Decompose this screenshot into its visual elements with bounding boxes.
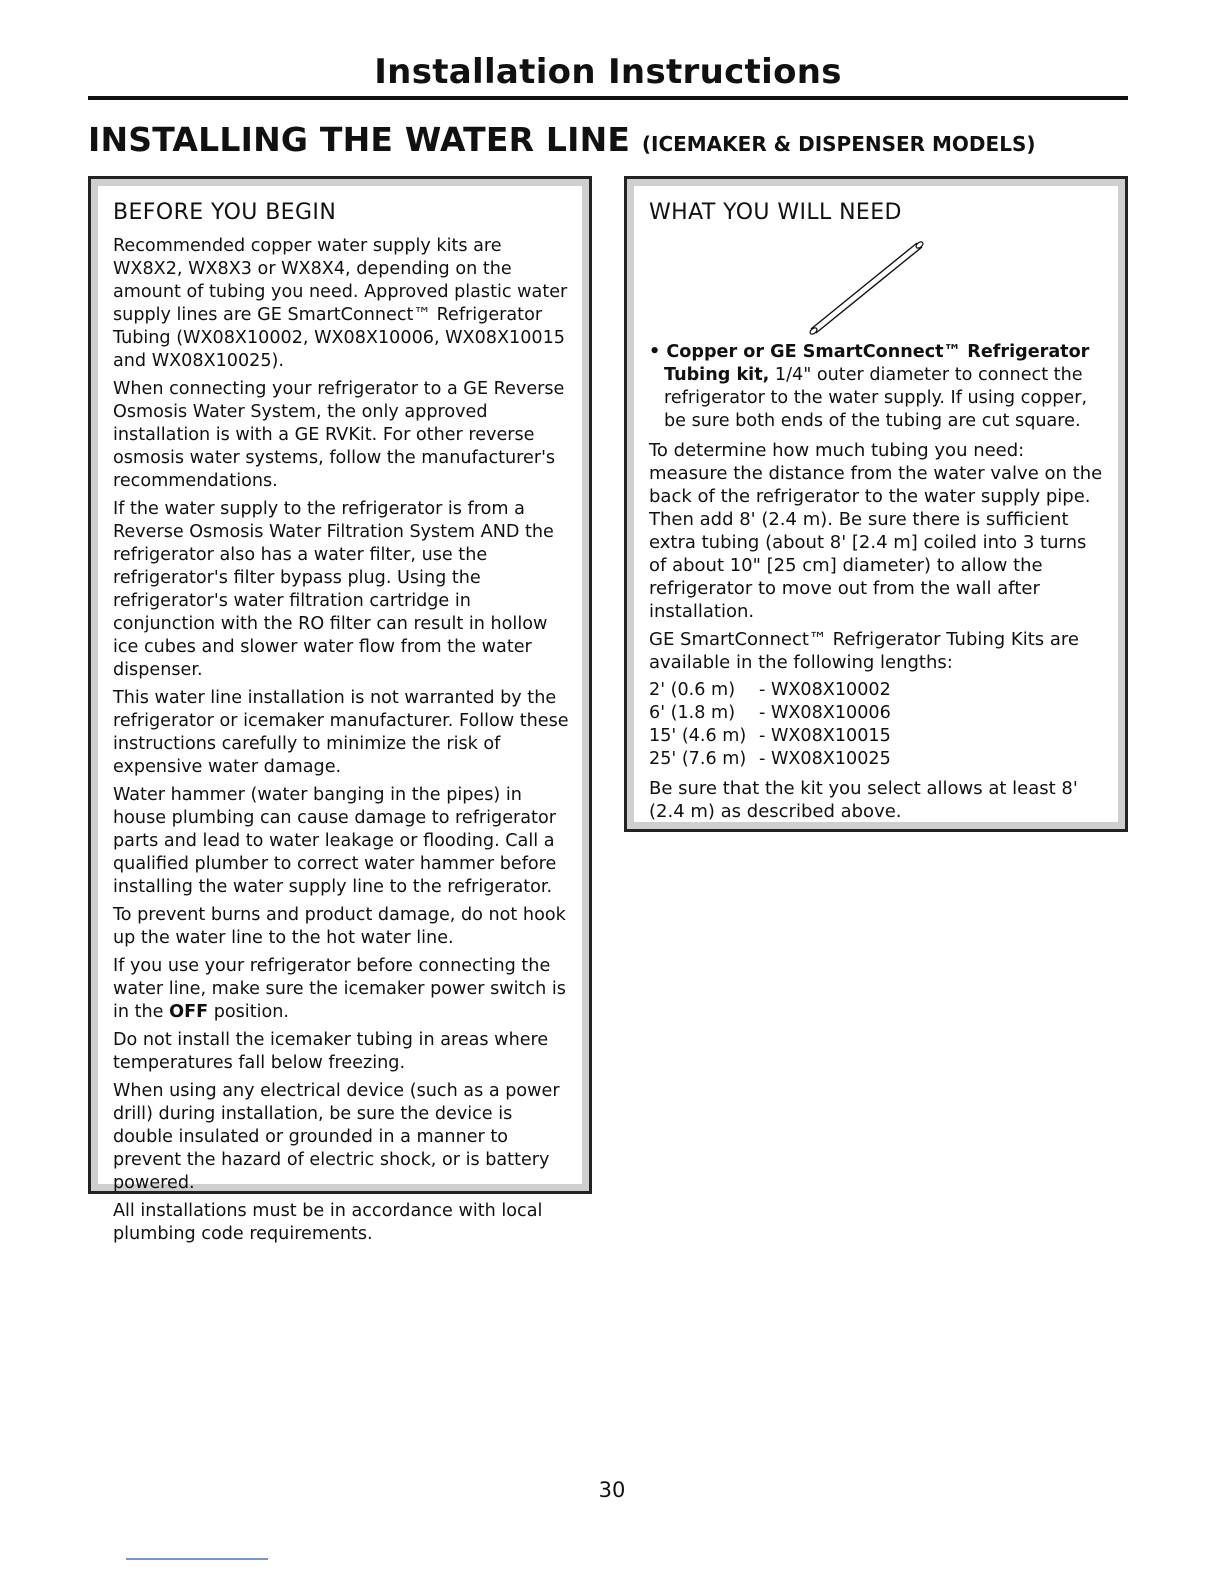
- tubing-kit-text: 1/4" outer diameter to connect the refrigerator to the water supply. If using copper, be sure both ends of the tubing are cut square.: [664, 365, 1088, 431]
- before-paragraph: If the water supply to the refrigerator is from a Reverse Osmosis Water Filtration System AND the refrigerator also has a water filter, use the refrigerator's filter bypass plug. Using the refrigerator's water filtration cartridge in conjunction with the RO filter can result in hollow ice cubes and slower water flow from the water dispenser.: [113, 499, 554, 680]
- tubing-illustration-icon: [799, 237, 929, 337]
- list-item: [649, 679, 1108, 702]
- what-you-will-need-box: [624, 176, 1128, 832]
- need-paragraph: GE SmartConnect™ Refrigerator Tubing Kits are available in the following lengths:: [649, 629, 1079, 673]
- before-you-begin-content: [98, 186, 582, 1244]
- length-label: 25' (7.6 m): [649, 749, 747, 769]
- tubing-kit-lead: • Copper or GE SmartConnect™ Refrigerator Tubing kit,: [649, 342, 1090, 385]
- part-number: - WX08X10006: [759, 703, 891, 723]
- before-paragraph: This water line installation is not warranted by the refrigerator or icemaker manufacturer. Follow these instructions carefully to minimize the risk of expensive water damage.: [113, 688, 569, 777]
- before-paragraph-off: [113, 955, 572, 1024]
- section-title-subtitle: (ICEMAKER & DISPENSER MODELS): [641, 132, 1036, 156]
- before-paragraph: Do not install the icemaker tubing in areas where temperatures fall below freezing.: [113, 1030, 549, 1073]
- header-rule: [88, 96, 1128, 100]
- list-item: [649, 748, 1108, 771]
- off-para-bold: OFF: [169, 1002, 209, 1022]
- before-paragraph: Water hammer (water banging in the pipes) in house plumbing can cause damage to refrigerator parts and lead to water leakage or flooding. Call a qualified plumber to correct water hammer before installing the water supply line to the refrigerator.: [113, 785, 557, 897]
- before-paragraph: When connecting your refrigerator to a GE Reverse Osmosis Water System, the only approved installation is with a GE RVKit. For other reverse osmosis water systems, follow the manufacturer's recommendations.: [113, 379, 565, 491]
- before-you-begin-title: BEFORE YOU BEGIN: [113, 200, 337, 225]
- what-you-will-need-title: WHAT YOU WILL NEED: [649, 200, 902, 225]
- off-para-after: position.: [208, 1002, 289, 1022]
- tubing-lengths-list: [649, 679, 1108, 771]
- page-header-title: Installation Instructions: [374, 52, 842, 92]
- part-number: - WX08X10015: [759, 726, 891, 746]
- footer-rule: [126, 1558, 268, 1560]
- before-paragraph: Recommended copper water supply kits are WX8X2, WX8X3 or WX8X4, depending on the amount of tubing you need. Approved plastic water supply lines are GE SmartConnect™ Refrigerator Tubing (WX08X10002, WX08X10006, WX08X10015 and WX08X10025).: [113, 236, 568, 371]
- list-item: [649, 702, 1108, 725]
- section-title: [88, 120, 1148, 159]
- off-para-before: If you use your refrigerator before connecting the water line, make sure the icemaker power switch is in the: [113, 956, 566, 1022]
- before-paragraph: When using any electrical device (such as a power drill) during installation, be sure the device is double insulated or grounded in a manner to prevent the hazard of electric shock, or is battery powered.: [113, 1081, 560, 1193]
- need-paragraph: To determine how much tubing you need: measure the distance from the water valve on the back of the refrigerator to the water supply pipe. Then add 8' (2.4 m). Be sure there is sufficient extra tubing (about 8' [2.4 m] coiled into 3 turns of about 10" [25 cm] diameter) to allow the refrigerator to move out from the wall after installation.: [649, 440, 1103, 622]
- length-label: 2' (0.6 m): [649, 680, 736, 700]
- what-you-will-need-content: [634, 186, 1118, 822]
- section-title-main: INSTALLING THE WATER LINE: [88, 120, 631, 159]
- length-label: 15' (4.6 m): [649, 726, 747, 746]
- part-number: - WX08X10002: [759, 680, 891, 700]
- before-paragraph: All installations must be in accordance with local plumbing code requirements.: [113, 1201, 543, 1244]
- tubing-kit-bullet: [649, 341, 1108, 433]
- need-paragraph: Be sure that the kit you select allows at least 8' (2.4 m) as described above.: [649, 778, 1078, 822]
- page-number: 30: [598, 1478, 626, 1502]
- part-number: - WX08X10025: [759, 749, 891, 769]
- list-item: [649, 725, 1108, 748]
- before-you-begin-box: [88, 176, 592, 1244]
- length-label: 6' (1.8 m): [649, 703, 736, 723]
- before-paragraph: To prevent burns and product damage, do not hook up the water line to the hot water line.: [113, 905, 566, 948]
